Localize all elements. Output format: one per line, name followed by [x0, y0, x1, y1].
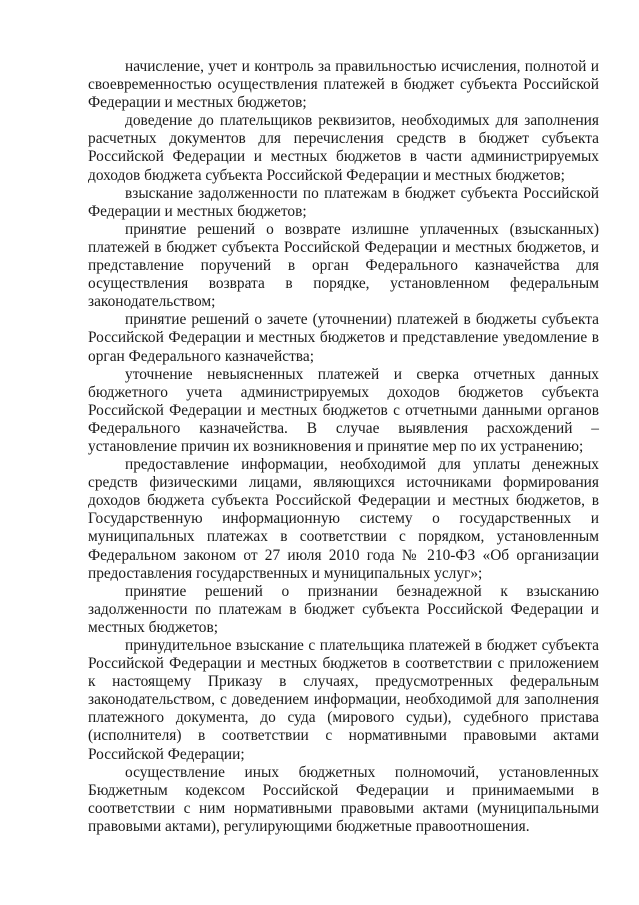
paragraph-unclarified-payments: уточнение невыясненных платежей и сверка отчетных данных бюджетного учета администрируемых доходов бюджетов субъекта Российской Федерации и местных бюджетов с отчетными данными органов Федерального казначейства. В случае выявления расхождений – установление причин их возникновения и принятие мер по их устранению; [88, 365, 599, 455]
paragraph-forced-collection: принудительное взыскание с плательщика платежей в бюджет субъекта Российской Федерации и местных бюджетов в соответствии с приложением к настоящему Приказу в случаях, предусмотренных федеральным законодательством, с доведением информации, необходимой для заполнения платежного документа, до суда (мирового судьи), судебного пристава (исполнителя) в соответствии с нормативными правовыми актами Российской Федерации; [88, 637, 599, 763]
paragraph-refund-decisions: принятие решений о возврате излишне уплаченных (взысканных) платежей в бюджет субъекта Российской Федерации и местных бюджетов, и представление поручений в орган Федерального казначейства для осуществления возврата в порядке, установленном федеральным законодательством; [88, 220, 599, 311]
paragraph-information-provision: предоставление информации, необходимой для уплаты денежных средств физическими лицами, являющихся источниками формирования доходов бюджета субъекта Российской Федерации и местных бюджетов, в Государственную информационную систему о государственных и муниципальных платежах в соответствии с порядком, установленным Федеральном законом от 27 июля 2010 года № 210-ФЗ «Об организации предоставления государственных и муниципальных услуг»; [88, 456, 599, 582]
paragraph-details-communication: доведение до плательщиков реквизитов, необходимых для заполнения расчетных документов для перечисления средств в бюджет субъекта Российской Федерации и местных бюджетов в части администрируемых доходов бюджета субъекта Российской Федерации и местных бюджетов; [88, 112, 599, 184]
paragraph-offset-decisions: принятие решений о зачете (уточнении) платежей в бюджеты субъекта Российской Федерации и местных бюджетов и представление уведомление в орган Федерального казначейства; [88, 311, 599, 365]
document-body [88, 58, 599, 836]
paragraph-accrual-accounting: начисление, учет и контроль за правильностью исчисления, полнотой и своевременностью осуществления платежей в бюджет субъекта Российской Федерации и местных бюджетов; [88, 58, 599, 112]
paragraph-debt-collection: взыскание задолженности по платежам в бюджет субъекта Российской Федерации и местных бюджетов; [88, 184, 599, 220]
paragraph-bad-debt-recognition: принятие решений о признании безнадежной к взысканию задолженности по платежам в бюджет субъекта Российской Федерации и местных бюджетов; [88, 582, 599, 636]
paragraph-other-powers: осуществление иных бюджетных полномочий, установленных Бюджетным кодексом Российской Федерации и принимаемыми в соответствии с ним нормативными правовыми актами (муниципальными правовыми актами), регулирующими бюджетные правоотношения. [88, 763, 599, 835]
